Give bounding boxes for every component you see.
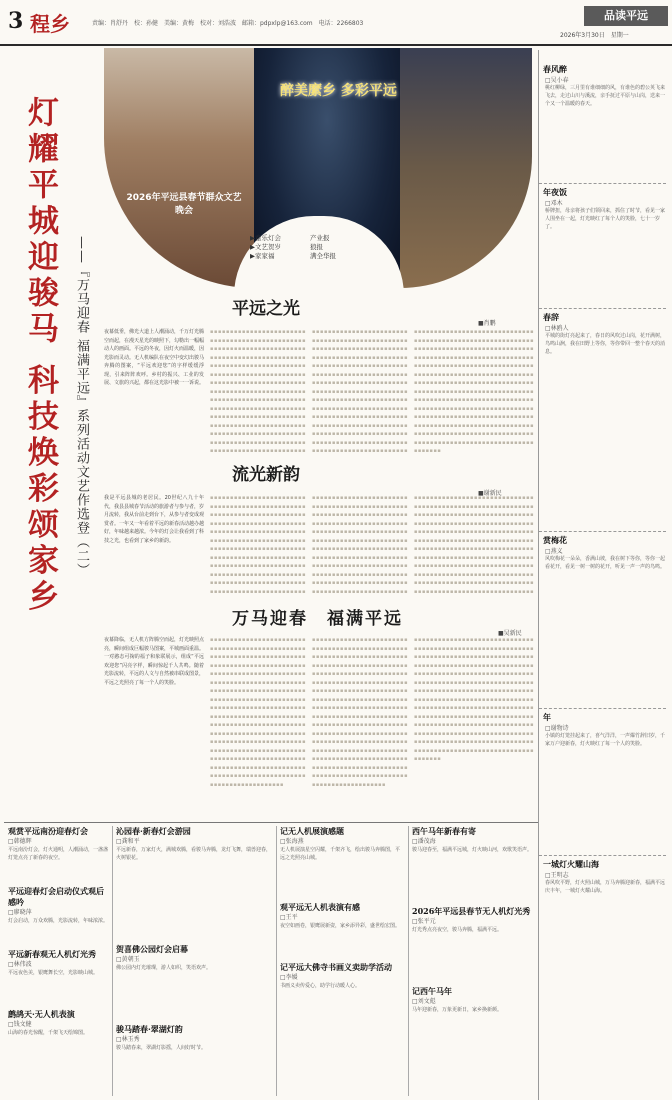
article-body: 夜幕降临，无人机方阵腾空而起，灯光映照点亮，瞬间组成巨幅骏马图案，平城画面重温。一对憨态可掬的福子和象联展示，组成“平远欢迎您”闪亮字样，瞬间惊起千人共鸣。随着光影流转，平远的人文与自然被串联成图景，平远之光照亮了每一个人的笑脸。 <box>104 637 204 686</box>
poem-text: 书画义卖传爱心，助学行动暖人心。 <box>280 983 361 989</box>
issue-date: 2026年3月30日 星期一 <box>560 32 629 39</box>
legend-item: 满全华报 <box>310 252 336 260</box>
main-headline: 灯耀平城迎骏马 科技焕彩颂家乡 <box>22 96 58 616</box>
page-name: 程乡 <box>30 12 70 36</box>
article-title: 流光新韵 <box>232 465 300 485</box>
article-body-cont: ▪▪▪▪▪▪▪▪▪▪▪▪▪▪▪▪▪▪▪▪▪▪▪▪▪▪▪▪▪▪▪▪▪▪▪▪▪▪▪▪▪▪▪▪▪▪▪▪▪▪▪▪▪▪▪▪▪▪▪▪▪▪▪▪▪▪▪▪▪▪▪▪▪▪▪▪▪▪▪▪▪▪▪▪▪▪▪▪▪▪▪▪▪▪▪▪▪▪▪▪▪▪▪▪▪▪▪▪▪▪▪▪▪▪▪▪▪▪▪▪▪▪▪▪▪▪▪▪▪▪▪▪▪▪▪▪▪▪▪▪▪▪▪▪▪▪▪▪▪▪▪▪▪▪▪▪▪▪▪▪▪▪▪▪▪▪▪▪▪▪▪▪▪▪▪▪▪▪▪▪▪▪▪▪▪▪▪▪▪▪▪▪▪▪▪▪▪▪▪▪▪▪▪▪▪▪▪▪▪▪▪▪▪▪▪▪▪▪▪▪▪▪▪▪▪▪▪▪▪▪▪▪▪▪▪▪▪▪▪▪▪▪▪▪▪▪▪▪▪▪▪▪▪▪▪▪▪▪▪▪▪▪▪▪▪▪▪▪▪▪▪▪▪▪▪▪▪▪▪▪▪▪▪▪▪▪▪▪▪▪▪▪▪▪▪▪▪▪▪▪▪▪▪▪▪▪▪▪▪▪▪▪▪▪▪▪▪▪▪▪▪▪▪▪▪▪▪▪▪▪▪▪▪▪▪▪▪▪▪▪▪▪▪▪▪▪▪▪▪▪▪▪▪▪▪▪▪▪▪▪▪▪▪▪▪▪▪▪▪▪▪▪▪▪▪▪▪▪▪▪▪▪▪▪▪▪▪▪▪▪▪▪▪▪▪▪▪▪▪▪▪▪▪▪▪▪▪▪▪▪▪▪▪▪▪▪▪▪▪▪▪▪▪▪▪▪▪ <box>312 637 408 788</box>
poem-text: 小镇的灯笼挂起来了，喜气洋洋，一声爆竹辞旧岁，千家万户迎新春，灯火映红了每一个人的笑脸。 <box>545 733 666 747</box>
poem-text: 佛公园内灯光璀璨，游人如织，笑语欢声。 <box>116 965 212 971</box>
poem-block <box>539 312 666 528</box>
poem-block <box>539 712 666 852</box>
poem-title: 赏梅花 <box>543 535 567 545</box>
legend-item: ▶童乐灯会 <box>250 234 281 242</box>
poem-block <box>539 187 666 305</box>
poem-author: □吴小春 <box>545 77 569 84</box>
poem-title: 平远新春观无人机灯光秀 <box>8 949 96 959</box>
legend-item: 产业报 <box>310 234 330 242</box>
poem-text: 风吹梅花一朵朵，香满山坡，我在树下等你，等你一起看花开，看见一树一树的花开，听见一声一声的鸟鸣。 <box>545 556 666 570</box>
poem-title: 春风醉 <box>543 64 567 74</box>
poem-title: 西午马年新春有寄 <box>412 826 476 836</box>
poem-author: □谢物诗 <box>545 725 569 732</box>
bottom-col <box>116 826 272 1094</box>
poem-title: 年夜饭 <box>543 187 567 197</box>
poem-title: 2026年平远县春节无人机灯光秀 <box>412 906 531 916</box>
photo-legend <box>250 234 380 261</box>
article-byline: ■肖鹏 <box>478 320 496 327</box>
poem-text: 骏马迎春至，福满平远城，灯火映山河，欢歌笑语声。 <box>412 847 533 853</box>
article-body-cont: ▪▪▪▪▪▪▪▪▪▪▪▪▪▪▪▪▪▪▪▪▪▪▪▪▪▪▪▪▪▪▪▪▪▪▪▪▪▪▪▪▪▪▪▪▪▪▪▪▪▪▪▪▪▪▪▪▪▪▪▪▪▪▪▪▪▪▪▪▪▪▪▪▪▪▪▪▪▪▪▪▪▪▪▪▪▪▪▪▪▪▪▪▪▪▪▪▪▪▪▪▪▪▪▪▪▪▪▪▪▪▪▪▪▪▪▪▪▪▪▪▪▪▪▪▪▪▪▪▪▪▪▪▪▪▪▪▪▪▪▪▪▪▪▪▪▪▪▪▪▪▪▪▪▪▪▪▪▪▪▪▪▪▪▪▪▪▪▪▪▪▪▪▪▪▪▪▪▪▪▪▪▪▪▪▪▪▪▪▪▪▪▪▪▪▪▪▪▪▪▪▪▪▪▪▪▪▪▪▪▪▪▪▪▪▪▪▪▪▪▪▪▪▪▪▪▪▪▪▪▪▪▪▪▪▪▪▪▪▪▪▪▪▪▪▪▪▪▪▪▪▪▪▪▪▪▪▪▪▪▪▪▪▪▪▪▪▪▪▪▪▪▪▪▪▪▪▪▪▪▪▪▪▪▪▪▪▪▪ <box>210 495 306 595</box>
poem-author: □韩德辉 <box>8 838 32 845</box>
drone-text: 醉美縻乡 多彩平远 <box>280 83 397 99</box>
poem-text: 平远新春，万家灯火，满城欢腾，看骏马奔腾，龙灯飞舞，瑞兽迎春，火树银花。 <box>116 847 272 861</box>
article-body-cont: ▪▪▪▪▪▪▪▪▪▪▪▪▪▪▪▪▪▪▪▪▪▪▪▪▪▪▪▪▪▪▪▪▪▪▪▪▪▪▪▪▪▪▪▪▪▪▪▪▪▪▪▪▪▪▪▪▪▪▪▪▪▪▪▪▪▪▪▪▪▪▪▪▪▪▪▪▪▪▪▪▪▪▪▪▪▪▪▪▪▪▪▪▪▪▪▪▪▪▪▪▪▪▪▪▪▪▪▪▪▪▪▪▪▪▪▪▪▪▪▪▪▪▪▪▪▪▪▪▪▪▪▪▪▪▪▪▪▪▪▪▪▪▪▪▪▪▪▪▪▪▪▪▪▪▪▪▪▪▪▪▪▪▪▪▪▪▪▪▪▪▪▪▪▪▪▪▪▪▪▪▪▪▪▪▪▪▪▪▪▪▪▪▪▪▪▪▪▪▪▪▪▪▪▪▪▪▪▪▪▪▪▪▪▪▪▪▪▪▪▪▪▪▪▪▪▪▪▪▪▪▪▪▪▪▪▪▪▪▪▪▪▪▪▪▪▪▪▪▪▪▪▪▪▪▪▪▪▪▪▪▪▪▪▪▪▪▪▪▪▪▪▪▪▪▪▪▪▪▪▪▪▪▪▪▪▪▪▪▪▪▪▪▪▪▪▪▪▪▪▪▪▪▪▪▪▪▪▪▪▪▪▪▪▪▪▪▪▪▪▪▪▪▪▪▪▪▪▪▪▪▪▪▪▪▪▪▪▪▪▪▪▪▪▪▪▪▪▪▪▪▪▪▪▪▪▪▪▪▪▪▪▪▪▪▪▪▪▪▪▪▪▪▪▪▪▪▪▪▪▪▪▪▪▪▪▪▪▪▪▪▪▪▪▪▪▪▪▪▪▪▪▪▪▪▪▪▪▪▪▪▪▪▪▪▪▪▪▪▪▪▪▪▪▪▪▪▪ <box>414 637 534 762</box>
poem-block <box>539 859 666 999</box>
poem-author: □林伟波 <box>8 961 32 968</box>
poem-author: □潘茂海 <box>412 838 436 845</box>
poem-author: □刘文彪 <box>412 998 436 1005</box>
poem-text: 骏马踏春来，翠湖灯影摇，人间好时节。 <box>116 1045 207 1051</box>
poem-title: 年 <box>543 712 551 722</box>
poem-author: □王平 <box>280 914 298 921</box>
photo-stage <box>104 48 254 288</box>
right-column <box>538 50 666 1100</box>
poem-text: 桃红柳绿，三月里有谁细细的风，有谁色的碧公英飞来飞去，走过山川与溪流，亲手抚过平原与山岗，送来一个又一个温暖的春天。 <box>545 85 666 107</box>
poem-author: □王明志 <box>545 872 569 879</box>
legend-item: 狼报 <box>310 243 323 251</box>
bottom-col <box>280 826 404 1062</box>
article-body-cont: ▪▪▪▪▪▪▪▪▪▪▪▪▪▪▪▪▪▪▪▪▪▪▪▪▪▪▪▪▪▪▪▪▪▪▪▪▪▪▪▪▪▪▪▪▪▪▪▪▪▪▪▪▪▪▪▪▪▪▪▪▪▪▪▪▪▪▪▪▪▪▪▪▪▪▪▪▪▪▪▪▪▪▪▪▪▪▪▪▪▪▪▪▪▪▪▪▪▪▪▪▪▪▪▪▪▪▪▪▪▪▪▪▪▪▪▪▪▪▪▪▪▪▪▪▪▪▪▪▪▪▪▪▪▪▪▪▪▪▪▪▪▪▪▪▪▪▪▪▪▪▪▪▪▪▪▪▪▪▪▪▪▪▪▪▪▪▪▪▪▪▪▪▪▪▪▪▪▪▪▪▪▪▪▪▪▪▪▪▪▪▪▪▪▪▪▪▪▪▪▪▪▪▪▪▪▪▪▪▪▪▪▪▪▪▪▪▪▪▪▪▪▪▪▪▪▪▪▪▪▪▪▪▪▪▪▪▪▪▪▪▪▪▪▪▪▪▪▪▪▪▪▪▪▪▪▪▪▪▪▪▪▪▪▪▪▪▪▪▪▪▪▪▪▪▪▪▪▪▪▪▪▪▪▪▪▪▪▪▪▪▪▪▪▪▪▪▪▪▪▪▪▪▪▪▪▪▪▪▪▪▪▪▪▪▪▪▪▪▪▪▪▪▪▪▪▪▪▪▪▪▪▪▪▪▪▪▪▪▪▪▪▪▪▪▪▪▪▪▪▪▪▪▪▪▪▪▪▪▪▪ <box>414 495 534 595</box>
poem-title: 观平远无人机表演有感 <box>280 902 360 912</box>
article-body-cont: ▪▪▪▪▪▪▪▪▪▪▪▪▪▪▪▪▪▪▪▪▪▪▪▪▪▪▪▪▪▪▪▪▪▪▪▪▪▪▪▪▪▪▪▪▪▪▪▪▪▪▪▪▪▪▪▪▪▪▪▪▪▪▪▪▪▪▪▪▪▪▪▪▪▪▪▪▪▪▪▪▪▪▪▪▪▪▪▪▪▪▪▪▪▪▪▪▪▪▪▪▪▪▪▪▪▪▪▪▪▪▪▪▪▪▪▪▪▪▪▪▪▪▪▪▪▪▪▪▪▪▪▪▪▪▪▪▪▪▪▪▪▪▪▪▪▪▪▪▪▪▪▪▪▪▪▪▪▪▪▪▪▪▪▪▪▪▪▪▪▪▪▪▪▪▪▪▪▪▪▪▪▪▪▪▪▪▪▪▪▪▪▪▪▪▪▪▪▪▪▪▪▪▪▪▪▪▪▪▪▪▪▪▪▪▪▪▪▪▪▪▪▪▪▪▪▪▪▪▪▪▪▪▪▪▪▪▪▪▪▪▪▪▪▪▪▪▪▪▪▪▪▪▪▪▪▪▪▪▪▪▪▪▪▪▪▪▪▪▪▪▪▪▪▪▪▪▪▪▪▪▪▪▪▪▪▪▪▪ <box>312 495 408 595</box>
poem-text: 平城的街灯亮起来了，春日的风吹过山岗，花开满树，鸟鸣山涧，我在田野上等你，等你带回一整个春天的消息。 <box>545 333 666 355</box>
article-body: 夜幕低垂，佛光大道上人潮涌动，千万灯光腾空而起，在漫天星光的映照下，勾勒出一幅幅动人的画面。平远的冬夜，因灯火而温暖，因光影而灵动。无人机编队在夜空中变幻出骏马奔腾的图案，“平远欢迎您”的字样缓缓浮现，引来阵阵欢呼。乡村的振兴、工业的发展、文旅的兴起，都在这光影中被一一诉说。 <box>104 329 204 386</box>
article-body-cont: ▪▪▪▪▪▪▪▪▪▪▪▪▪▪▪▪▪▪▪▪▪▪▪▪▪▪▪▪▪▪▪▪▪▪▪▪▪▪▪▪▪▪▪▪▪▪▪▪▪▪▪▪▪▪▪▪▪▪▪▪▪▪▪▪▪▪▪▪▪▪▪▪▪▪▪▪▪▪▪▪▪▪▪▪▪▪▪▪▪▪▪▪▪▪▪▪▪▪▪▪▪▪▪▪▪▪▪▪▪▪▪▪▪▪▪▪▪▪▪▪▪▪▪▪▪▪▪▪▪▪▪▪▪▪▪▪▪▪▪▪▪▪▪▪▪▪▪▪▪▪▪▪▪▪▪▪▪▪▪▪▪▪▪▪▪▪▪▪▪▪▪▪▪▪▪▪▪▪▪▪▪▪▪▪▪▪▪▪▪▪▪▪▪▪▪▪▪▪▪▪▪▪▪▪▪▪▪▪▪▪▪▪▪▪▪▪▪▪▪▪▪▪▪▪▪▪▪▪▪▪▪▪▪▪▪▪▪▪▪▪▪▪▪▪▪▪▪▪▪▪▪▪▪▪▪▪▪▪▪▪▪▪▪▪▪▪▪▪▪▪▪▪▪▪▪▪▪▪▪▪▪▪▪▪▪▪▪▪▪▪▪▪▪▪▪▪▪▪▪▪▪▪▪▪▪▪▪▪▪▪▪▪▪▪▪▪▪▪▪▪▪▪▪▪▪▪▪▪▪▪▪▪▪▪▪▪▪▪▪▪▪▪▪▪▪▪▪▪▪▪▪▪▪▪▪▪▪▪▪▪▪▪▪▪▪▪▪▪▪▪▪▪▪▪▪▪▪▪▪▪▪▪▪▪▪▪▪▪▪▪▪▪▪▪▪▪▪▪▪▪▪▪▪▪▪▪▪▪▪▪▪▪▪▪▪▪▪▪▪▪▪▪▪▪▪▪▪ <box>210 637 306 788</box>
poem-text: 马年迎新春，万象更新日，家乡换新颜。 <box>412 1007 503 1013</box>
article-title: 万马迎春 福满平远 <box>232 609 403 629</box>
poem-text: 平远夜色美，银鹰舞长空，光影映山城。 <box>8 970 99 976</box>
article-byline: ■谢新民 <box>478 490 502 497</box>
poem-title: 鹧鸪天·无人机表演 <box>8 1009 75 1019</box>
poem-author: □张海燕 <box>280 838 304 845</box>
poem-author: □林玉秀 <box>116 1036 140 1043</box>
brand-badge: 品读平远 <box>584 6 668 26</box>
article-body-cont: ▪▪▪▪▪▪▪▪▪▪▪▪▪▪▪▪▪▪▪▪▪▪▪▪▪▪▪▪▪▪▪▪▪▪▪▪▪▪▪▪▪▪▪▪▪▪▪▪▪▪▪▪▪▪▪▪▪▪▪▪▪▪▪▪▪▪▪▪▪▪▪▪▪▪▪▪▪▪▪▪▪▪▪▪▪▪▪▪▪▪▪▪▪▪▪▪▪▪▪▪▪▪▪▪▪▪▪▪▪▪▪▪▪▪▪▪▪▪▪▪▪▪▪▪▪▪▪▪▪▪▪▪▪▪▪▪▪▪▪▪▪▪▪▪▪▪▪▪▪▪▪▪▪▪▪▪▪▪▪▪▪▪▪▪▪▪▪▪▪▪▪▪▪▪▪▪▪▪▪▪▪▪▪▪▪▪▪▪▪▪▪▪▪▪▪▪▪▪▪▪▪▪▪▪▪▪▪▪▪▪▪▪▪▪▪▪▪▪▪▪▪▪▪▪▪▪▪▪▪▪▪▪▪▪▪▪▪▪▪▪▪▪▪▪▪▪▪▪▪▪▪▪▪▪▪▪▪▪▪▪▪▪▪▪▪▪▪▪▪▪▪▪▪▪▪▪▪▪▪▪▪▪▪▪▪▪▪▪▪▪▪▪▪▪▪▪▪▪▪▪▪▪▪▪▪▪▪▪▪▪▪▪▪▪▪▪▪▪▪▪▪▪▪▪▪▪▪▪▪▪▪▪▪▪▪▪▪▪▪▪▪▪▪▪▪▪▪▪▪▪▪▪▪▪▪▪▪▪▪▪ <box>312 329 408 454</box>
poem-author: □钱文健 <box>8 1021 32 1028</box>
legend-item: ▶文艺贺岁 <box>250 243 281 251</box>
article-body-cont: ▪▪▪▪▪▪▪▪▪▪▪▪▪▪▪▪▪▪▪▪▪▪▪▪▪▪▪▪▪▪▪▪▪▪▪▪▪▪▪▪▪▪▪▪▪▪▪▪▪▪▪▪▪▪▪▪▪▪▪▪▪▪▪▪▪▪▪▪▪▪▪▪▪▪▪▪▪▪▪▪▪▪▪▪▪▪▪▪▪▪▪▪▪▪▪▪▪▪▪▪▪▪▪▪▪▪▪▪▪▪▪▪▪▪▪▪▪▪▪▪▪▪▪▪▪▪▪▪▪▪▪▪▪▪▪▪▪▪▪▪▪▪▪▪▪▪▪▪▪▪▪▪▪▪▪▪▪▪▪▪▪▪▪▪▪▪▪▪▪▪▪▪▪▪▪▪▪▪▪▪▪▪▪▪▪▪▪▪▪▪▪▪▪▪▪▪▪▪▪▪▪▪▪▪▪▪▪▪▪▪▪▪▪▪▪▪▪▪▪▪▪▪▪▪▪▪▪▪▪▪▪▪▪▪▪▪▪▪▪▪▪▪▪▪▪▪▪▪▪▪▪▪▪▪▪▪▪▪▪▪▪▪▪▪▪▪▪▪▪▪▪▪▪▪▪▪▪▪▪▪▪▪▪▪▪▪▪▪▪▪▪▪▪▪▪▪▪▪▪▪▪▪▪▪▪▪▪▪▪▪▪▪▪▪▪▪▪▪▪▪▪▪▪▪▪▪▪▪▪▪▪▪▪▪▪▪▪▪▪▪▪▪▪▪▪▪▪▪▪▪▪▪▪▪▪▪▪▪▪▪ <box>210 329 306 454</box>
poem-title: 观赏平远南汾迎春灯会 <box>8 826 88 836</box>
poem-title: 贺喜佛公园灯会启幕 <box>116 944 188 954</box>
poem-text: 桥牌扭，母亲将孩子们领回来，抓住了时节，看见一家人围坐在一起，灯光映红了每个人的笑脸，七十一岁了。 <box>545 208 666 230</box>
article-title: 平远之光 <box>232 299 300 319</box>
sub-headline: ——『万马迎春 福满平远』系列活动文艺作选登（二） <box>74 236 89 578</box>
poem-text: 山海的春光惊醒，千架飞天绘锦图。 <box>8 1030 89 1036</box>
bottom-col <box>8 826 108 1069</box>
poem-author: □林鸥人 <box>545 325 569 332</box>
poem-text: 灯光秀点亮夜空，骏马奔腾，福满平远。 <box>412 927 503 933</box>
article-body: 我是平远县城的老居民。20世纪八九十年代，我县县城春节活动的旅游者与参与者，岁月流转，我从台前走到台下，从参与者变成观赏者。一年又一年看着平远的新春活动越办越好，年味越来越浓。今年的灯会让我看到了科技之光，也看到了家乡的新韵。 <box>104 495 204 544</box>
poem-title: 春辞 <box>543 312 559 322</box>
poem-block <box>539 50 666 180</box>
article-byline: ■吴新民 <box>498 630 522 637</box>
poem-title: 记平远大佛寺书画义卖助学活动 <box>280 962 392 972</box>
photo-lantern-fair <box>400 48 532 288</box>
poem-title: 记无人机展演感题 <box>280 826 344 836</box>
poem-title: 一城灯火耀山海 <box>543 859 599 869</box>
poem-title: 沁园春·新春灯会游园 <box>116 826 191 836</box>
poem-author: □燕义 <box>545 548 563 555</box>
poem-author: □张平元 <box>412 918 436 925</box>
poem-author: □邓木 <box>545 200 563 207</box>
poem-text: 平远南汾灯会，灯火通明，人潮涌动，一盏盏灯笼点亮了新春的夜空。 <box>8 847 108 861</box>
bottom-col <box>412 826 534 1066</box>
poem-title: 平远迎春灯会启动仪式观后感吟 <box>8 886 104 907</box>
article-body-cont: ▪▪▪▪▪▪▪▪▪▪▪▪▪▪▪▪▪▪▪▪▪▪▪▪▪▪▪▪▪▪▪▪▪▪▪▪▪▪▪▪▪▪▪▪▪▪▪▪▪▪▪▪▪▪▪▪▪▪▪▪▪▪▪▪▪▪▪▪▪▪▪▪▪▪▪▪▪▪▪▪▪▪▪▪▪▪▪▪▪▪▪▪▪▪▪▪▪▪▪▪▪▪▪▪▪▪▪▪▪▪▪▪▪▪▪▪▪▪▪▪▪▪▪▪▪▪▪▪▪▪▪▪▪▪▪▪▪▪▪▪▪▪▪▪▪▪▪▪▪▪▪▪▪▪▪▪▪▪▪▪▪▪▪▪▪▪▪▪▪▪▪▪▪▪▪▪▪▪▪▪▪▪▪▪▪▪▪▪▪▪▪▪▪▪▪▪▪▪▪▪▪▪▪▪▪▪▪▪▪▪▪▪▪▪▪▪▪▪▪▪▪▪▪▪▪▪▪▪▪▪▪▪▪▪▪▪▪▪▪▪▪▪▪▪▪▪▪▪▪▪▪▪▪▪▪▪▪▪▪▪▪▪▪▪▪▪▪▪▪▪▪▪▪▪▪▪▪▪▪▪▪▪▪▪▪▪▪▪▪▪▪▪▪▪▪▪▪▪▪▪▪▪▪▪▪▪▪▪▪▪▪▪▪▪▪▪▪▪▪▪▪▪▪▪▪▪▪▪▪▪▪▪▪▪▪▪▪▪▪▪▪▪▪▪▪▪▪▪▪▪▪▪▪▪▪▪▪▪▪▪▪▪▪▪▪▪▪▪▪▪▪▪▪▪▪▪▪▪▪▪▪▪▪▪▪▪▪▪▪▪▪▪▪▪▪▪▪▪▪▪▪▪▪▪▪▪▪▪▪▪▪▪▪▪▪▪▪▪▪▪▪▪▪▪▪▪▪ <box>414 329 534 454</box>
poem-title: 骏马踏春·翠湖灯韵 <box>116 1024 183 1034</box>
poem-author: □龚和平 <box>116 838 140 845</box>
legend-item: ▶家家福 <box>250 252 275 260</box>
stage-caption: 2026年平远县春节群众文艺晚会 <box>126 193 242 216</box>
poem-block <box>539 535 666 705</box>
poem-text: 无人机展演星空闪耀，千架齐飞，绘出骏马奔腾图，平远之光照亮山城。 <box>280 847 401 861</box>
poem-text: 灯会启动，万众欢腾，光影流转，年味浓浓。 <box>8 918 108 924</box>
staff-line: 责编：肖舒丹 校：孙健 美编：黄梅 校对：刘浩波 邮箱：pdpxlp@163.com 电话：2266803 <box>92 20 364 27</box>
poem-author: □李媛 <box>280 974 298 981</box>
poem-author: □廖晓萍 <box>8 909 32 916</box>
poem-text: 春风吹平野，灯火照山城，万马奔腾迎新春，福满平远庆丰年，一城灯火耀山海。 <box>545 880 666 894</box>
poem-title: 记西午马年 <box>412 986 452 996</box>
page-number: 3 <box>8 8 24 34</box>
poem-author: □黄朝玉 <box>116 956 140 963</box>
poem-text: 夜空如画卷，银鹰展新姿，家乡添异彩，盛世绘宏图。 <box>280 923 401 929</box>
